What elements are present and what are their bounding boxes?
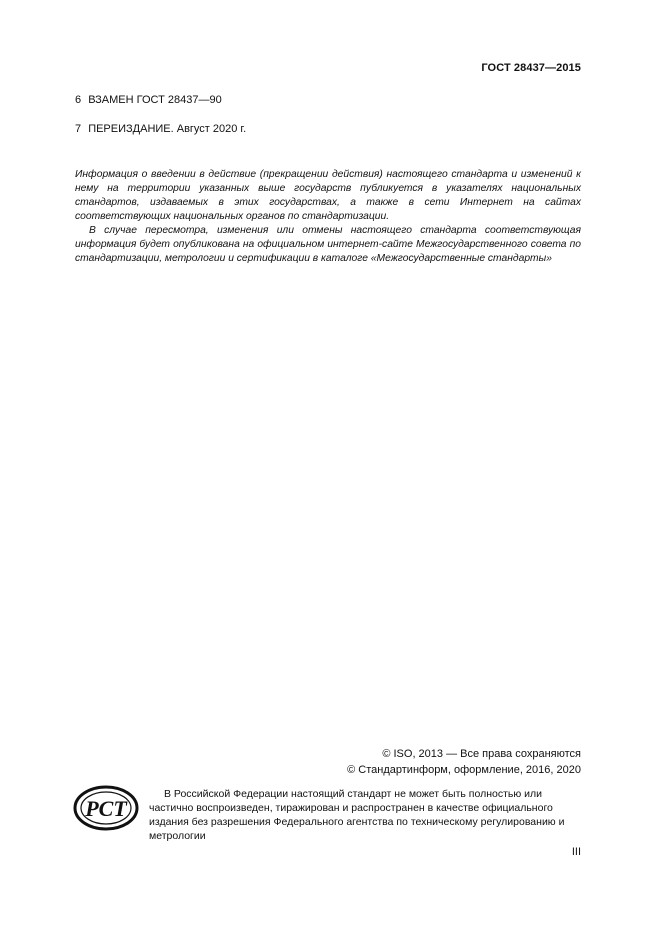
item-number: 6 xyxy=(75,94,82,106)
document-code: ГОСТ 28437—2015 xyxy=(481,62,581,74)
item-text: ВЗАМЕН ГОСТ 28437—90 xyxy=(88,94,222,106)
page-number: III xyxy=(571,846,581,858)
info-paragraph: Информация о введении в действие (прекращении действия) настоящего стандарта и изменений к нему на территории указанных выше государств публикуется в указателях национальных стандартов, издаваемых в этих государствах, а также в сети Интернет на сайтах соответствующих национальных органов по стандартизации. xyxy=(75,169,581,222)
info-block xyxy=(75,168,581,266)
notice-text: В Российской Федерации настоящий стандарт не может быть полностью или частично воспроизведен, тиражирован и распространен в качестве официального издания без разрешения Федерального агентства по техническому регулированию и метрологии xyxy=(149,788,565,842)
info-paragraph: В случае пересмотра, изменения или отмены настоящего стандарта соответствующая информация будет опубликована на официальном интернет-сайте Межгосударственного совета по стандартизации, метрологии и сертификации в каталоге «Межгосударственные стандарты» xyxy=(75,225,581,264)
logo-text: РСТ xyxy=(85,796,127,821)
copyright-block xyxy=(347,746,581,778)
item-text: ПЕРЕИЗДАНИЕ. Август 2020 г. xyxy=(88,123,247,135)
item-number: 7 xyxy=(75,123,82,135)
copyright-publisher: © Стандартинформ, оформление, 2016, 2020 xyxy=(347,764,581,776)
list-item xyxy=(75,94,222,106)
list-item xyxy=(75,123,246,135)
rst-logo-icon xyxy=(73,785,139,831)
reproduction-notice xyxy=(149,787,583,843)
copyright-iso: © ISO, 2013 — Все права сохраняются xyxy=(382,748,581,760)
